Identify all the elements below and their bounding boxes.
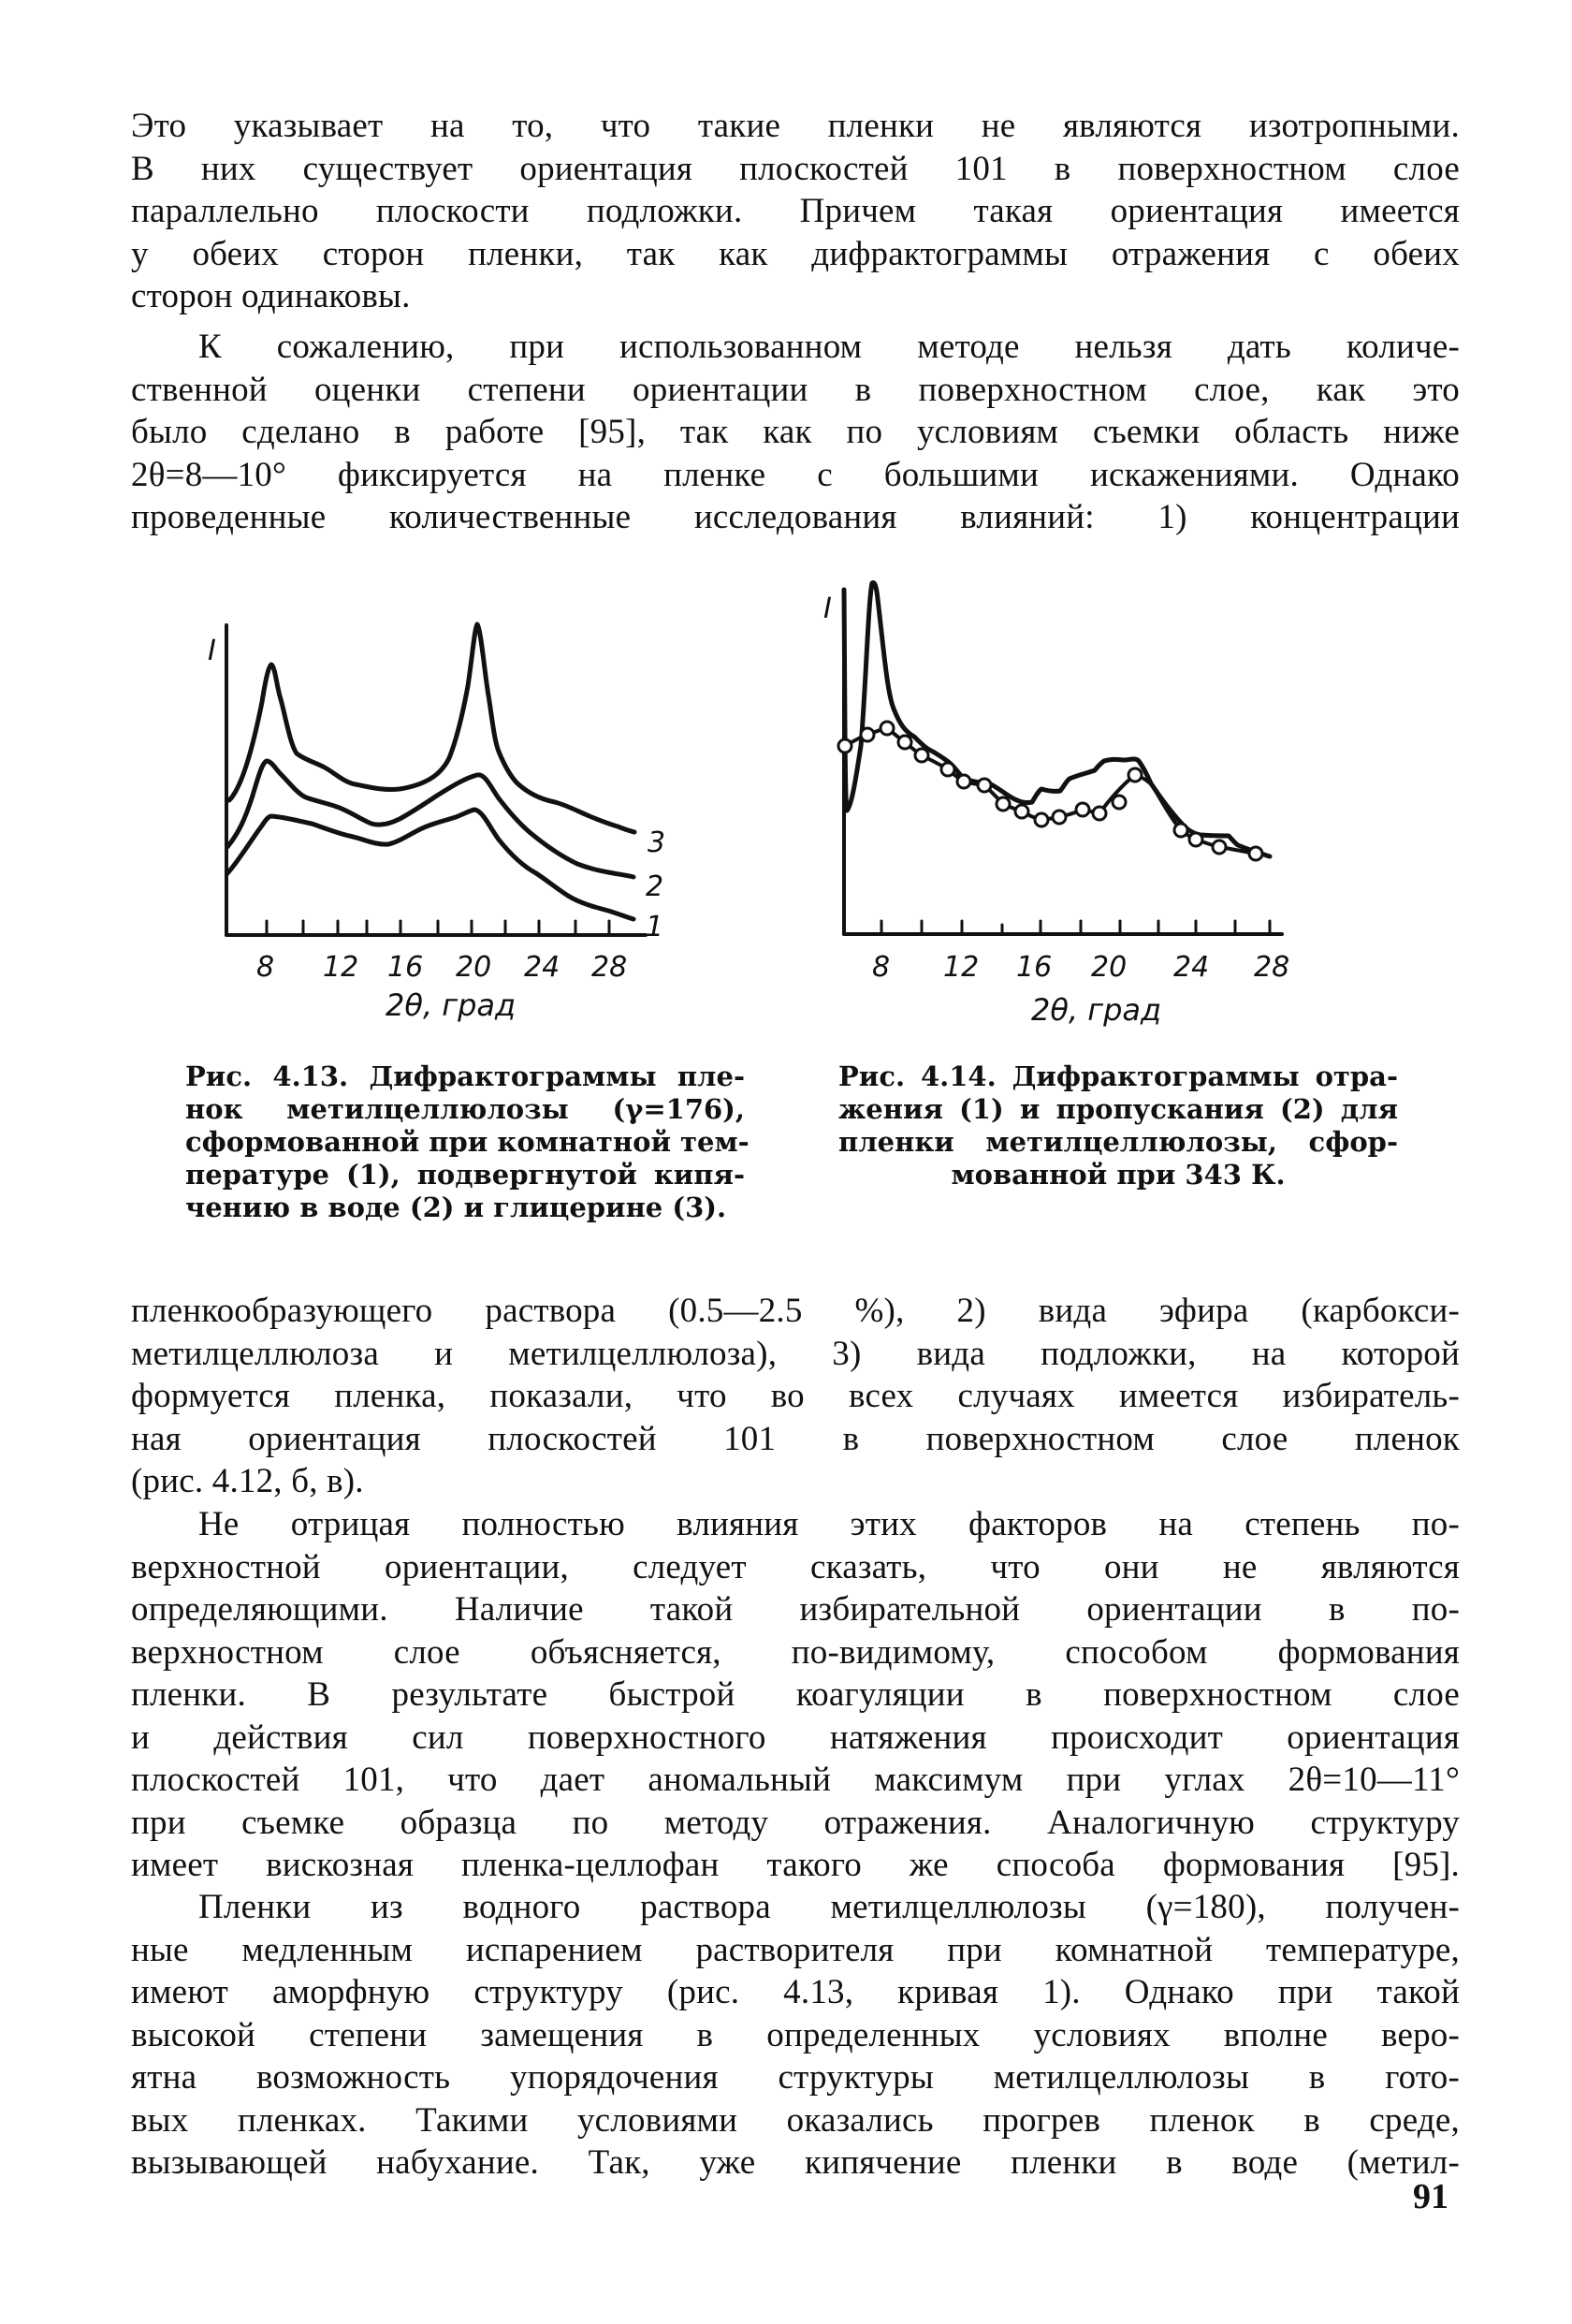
text-line: проведенные количественные исследования влияний: 1) концентрации	[131, 498, 1460, 536]
text-line: верхностной ориентации, следует сказать, что они не являются	[131, 1547, 1460, 1586]
figure-4-14-chart	[0, 0, 1385, 1039]
y-axis-label: I	[208, 635, 216, 667]
text-line: пленкообразующего раствора (0.5—2.5 %), 2) вида эфира (карбокси-	[131, 1292, 1460, 1330]
x-tick-label: 12	[323, 951, 359, 984]
text-line: В них существует ориентация плоскостей 101 в поверхностном слое	[131, 149, 1460, 188]
text-line: Это указывает на то, что такие пленки не являются изотропными.	[131, 107, 1460, 145]
caption-line: чению в воде (2) и глицерине (3).	[185, 1191, 727, 1223]
x-tick-label: 16	[387, 951, 424, 984]
text-line: Пленки из водного раствора метилцеллюлозы (γ=180), получен-	[198, 1888, 1460, 1926]
paragraph-5	[131, 1886, 1460, 2185]
caption-line: Рис. 4.13. Дифрактограммы пле-	[185, 1060, 745, 1092]
text-line: было сделано в работе [95], так как по условиям съемки область ниже	[131, 413, 1460, 451]
text-line: у обеих сторон пленки, так как дифрактограммы отражения с обеих	[131, 234, 1460, 273]
text-line: плоскостей 101, что дает аномальный максимум при углах 2θ=10—11°	[131, 1761, 1460, 1799]
text-line: ственной оценки степени ориентации в поверхностном слое, как это	[131, 370, 1460, 409]
text-line: формуется пленка, показали, что во всех случаях имеется избиратель-	[131, 1377, 1460, 1415]
text-line: вызывающей набухание. Так, уже кипячение пленки в воде (метил-	[131, 2143, 1460, 2182]
text-line: верхностном слое объясняется, по-видимому, способом формования	[131, 1632, 1460, 1672]
caption-line: жения (1) и пропускания (2) для	[838, 1093, 1398, 1125]
text-line: при съемке образца по методу отражения. Аналогичную структуру	[131, 1803, 1460, 1842]
curve-label-2: 2	[646, 870, 664, 903]
x-axis-label: 2θ, град	[1031, 992, 1162, 1028]
caption-line: сформованной при комнатной тем-	[185, 1126, 750, 1158]
x-axis-label: 2θ, град	[386, 987, 517, 1023]
text-line: 2θ=8—10° фиксируется на пленке с большими искажениями. Однако	[131, 455, 1460, 494]
x-tick-label: 8	[872, 951, 891, 984]
x-tick-label: 28	[1254, 951, 1290, 984]
caption-line: мованной при 343 К.	[951, 1159, 1286, 1191]
text-line: параллельно плоскости подложки. Причем такая ориентация имеется	[131, 192, 1460, 230]
text-line: и действия сил поверхностного натяжения происходит ориентация	[131, 1717, 1460, 1757]
text-line: ная ориентация плоскостей 101 в поверхностном слое пленок	[131, 1419, 1460, 1458]
x-tick-label: 12	[943, 951, 980, 984]
caption-line: нок метилцеллюлозы (γ=176),	[185, 1093, 745, 1125]
x-ticks	[881, 921, 1270, 934]
figure-4-14-caption	[838, 1060, 1398, 1191]
text-line: высокой степени замещения в определенных условиях вполне веро-	[131, 2015, 1460, 2054]
text-line: ные медленным испарением растворителя при комнатной температуре,	[131, 1930, 1460, 1969]
x-tick-label: 24	[1173, 951, 1210, 984]
caption-line: пературе (1), подвергнутой кипя-	[185, 1159, 745, 1191]
x-tick-label: 16	[1016, 951, 1053, 984]
paragraph-3	[131, 1290, 1460, 1503]
page-number: 91	[1413, 2177, 1448, 2216]
curve-label-3: 3	[648, 826, 666, 859]
text-line: (рис. 4.12, б, в).	[131, 1462, 364, 1500]
x-tick-label: 8	[256, 951, 275, 984]
text-line: определяющими. Наличие такой избирательной ориентации в по-	[131, 1590, 1460, 1629]
text-line: имеют аморфную структуру (рис. 4.13, кривая 1). Однако при такой	[131, 1973, 1460, 2011]
x-tick-label: 24	[524, 951, 560, 984]
text-line: вых пленках. Такими условиями оказались прогрев пленок в среде,	[131, 2100, 1460, 2140]
curve-label-1: 1	[646, 911, 664, 943]
paragraph-4	[131, 1503, 1460, 1887]
text-line: Не отрицая полностью влияния этих факторов на степень по-	[198, 1505, 1460, 1543]
text-line: К сожалению, при использованном методе нельзя дать количе-	[198, 328, 1460, 366]
y-axis-label: I	[823, 592, 832, 625]
x-tick-label: 20	[1091, 951, 1128, 984]
x-tick-label: 28	[591, 951, 628, 984]
text-line: сторон одинаковы.	[131, 277, 411, 315]
text-line: пленки. В результате быстрой коагуляции в поверхностном слое	[131, 1675, 1460, 1714]
caption-line: пленки метилцеллюлозы, сфор-	[838, 1126, 1398, 1158]
text-line: имеет вискозная пленка-целлофан такого же способа формования [95].	[131, 1846, 1460, 1884]
x-tick-label: 20	[456, 951, 492, 984]
caption-line: Рис. 4.14. Дифрактограммы отра-	[838, 1060, 1398, 1092]
figure-4-13-caption	[185, 1060, 750, 1224]
text-line: ятна возможность упорядочения структуры метилцеллюлозы в гото-	[131, 2058, 1460, 2097]
text-line: метилцеллюлоза и метилцеллюлоза), 3) вида подложки, на которой	[131, 1334, 1460, 1373]
